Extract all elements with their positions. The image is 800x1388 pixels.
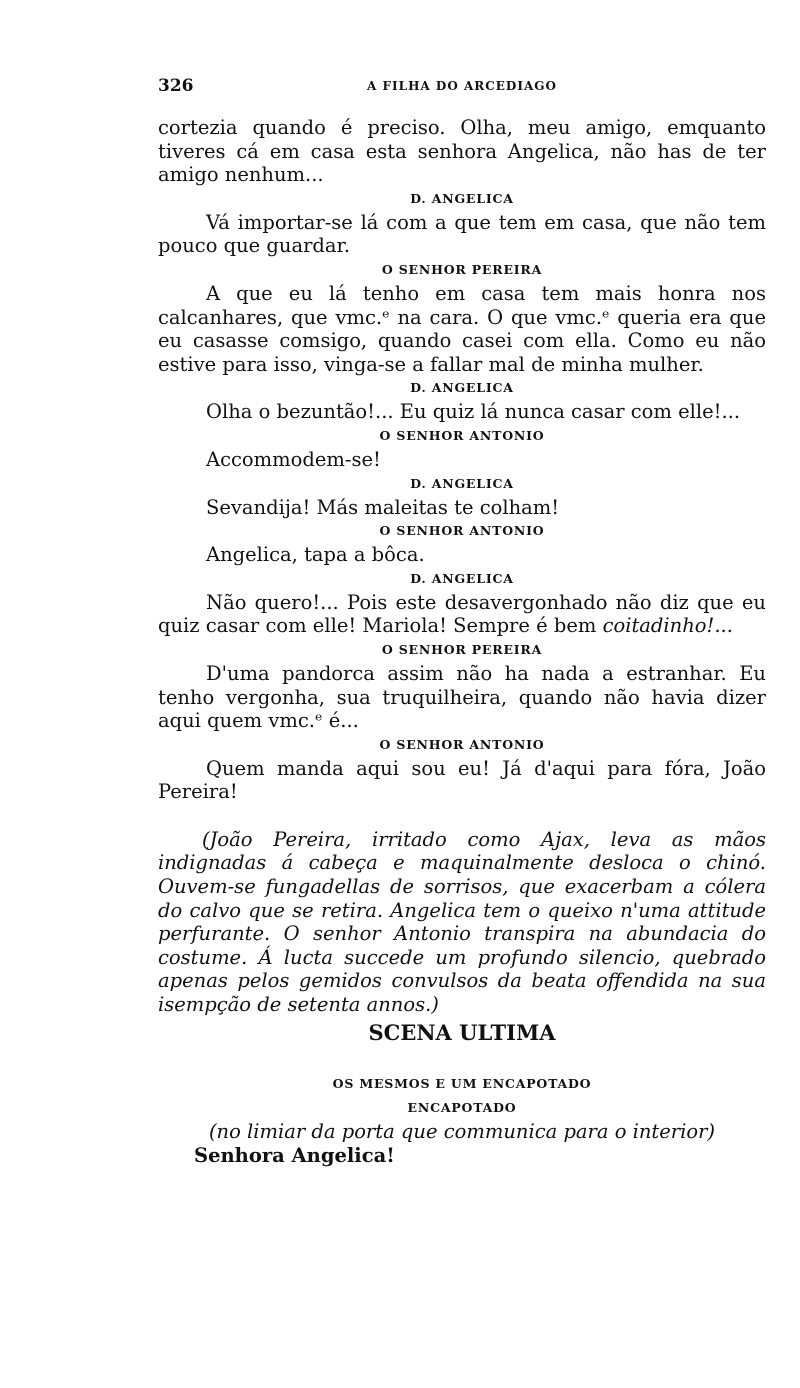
speaker-name: D. ANGELICA	[410, 570, 514, 586]
scene-title: SCENA ULTIMA	[368, 1019, 556, 1045]
dialogue-line: Quem manda aqui sou eu! Já d'aqui para fóra, João Pereira!	[158, 756, 766, 804]
dialogue-emphasis: coitadinho!...	[602, 614, 733, 638]
dialogue-line: Sevandija! Más maleitas te colham!	[206, 495, 560, 519]
page-header	[158, 76, 766, 100]
speaker-name: O SENHOR PEREIRA	[381, 641, 543, 657]
dialogue-line: D'uma pandorca assim não ha nada a estranhar. Eu tenho vergonha, sua truquilheira, quando não havia dizer aqui quem vmc.ᵉ é...	[158, 661, 766, 733]
stage-direction: (no limiar da porta que communica para o interior)	[208, 1120, 716, 1144]
page-number: 326	[158, 76, 194, 96]
dialogue-line: Senhora Angelica!	[194, 1143, 395, 1167]
page-body	[158, 116, 766, 1167]
stage-direction: (João Pereira, irritado como Ajax, leva as mãos indignadas á cabeça e maquinalmente desloca o chinó. Ouvem-se fungadellas de sorrisos, que exacerbam a cólera do calvo que se retira. Angelica tem o queixo n'uma attitude perfurante. O senhor Antonio transpira na abundacia do costume. Á lucta succede um profundo silencio, quebrado apenas pelos gemidos convulsos da beata offendida na sua isempção de setenta annos.)	[158, 827, 766, 1017]
dialogue-line: cortezia quando é preciso. Olha, meu amigo, emquanto tiveres cá em casa esta senhora Angelica, não has de ter amigo nenhum...	[158, 116, 766, 187]
dialogue-line	[158, 591, 766, 638]
speaker-name: D. ANGELICA	[410, 190, 514, 206]
dialogue-line: Olha o bezuntão!... Eu quiz lá nunca casar com elle!...	[206, 400, 741, 424]
speaker-name: O SENHOR ANTONIO	[379, 523, 545, 539]
speaker-name: ENCAPOTADO	[407, 1100, 517, 1116]
speaker-name: O SENHOR PEREIRA	[381, 261, 543, 277]
dialogue-line: A que eu lá tenho em casa tem mais honra nos calcanhares, que vmc.ᵉ na cara. O que vmc.ᵉ queria era que eu casasse comsigo, quando casei com ella. Como eu não estive para isso, vinga-se a fallar mal de minha mulher.	[158, 281, 766, 376]
speaker-name: D. ANGELICA	[410, 475, 514, 491]
scene-characters: OS MESMOS E UM ENCAPOTADO	[332, 1076, 592, 1092]
dialogue-line: Accommodem-se!	[206, 447, 381, 471]
dialogue-line: Angelica, tapa a bôca.	[206, 543, 425, 567]
speaker-name: D. ANGELICA	[410, 380, 514, 396]
speaker-name: O SENHOR ANTONIO	[379, 736, 545, 752]
running-title: A FILHA DO ARCEDIAGO	[367, 79, 557, 93]
dialogue-line: Vá importar-se lá com a que tem em casa, que não tem pouco que guardar.	[158, 210, 766, 258]
dialogue-text: Não quero!... Pois este desavergonhado não diz que eu quiz casar com elle! Mariola! Sempre é bem	[158, 590, 766, 638]
speaker-name: O SENHOR ANTONIO	[379, 427, 545, 443]
